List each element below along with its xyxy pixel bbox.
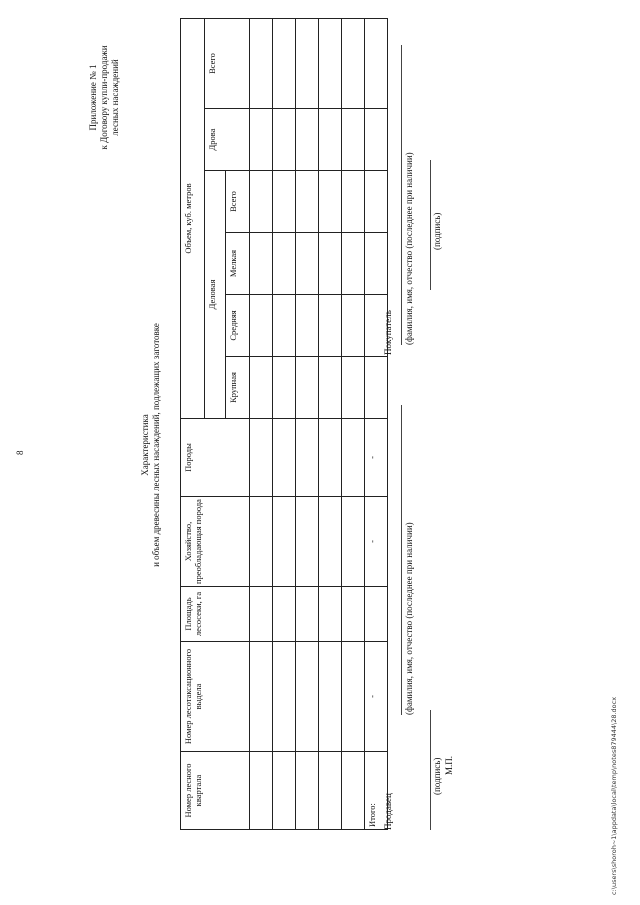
seller-signature-caption: (подпись) <box>432 757 442 795</box>
buyer-label: Покупатель <box>383 310 393 355</box>
appendix-line-3: лесных насаждений <box>110 59 120 136</box>
buyer-signature-caption: (подпись) <box>432 212 442 250</box>
total-label: Итого: <box>365 752 388 830</box>
header-small: Мелкая <box>226 233 250 295</box>
title-line-2: и объем древесины лесных насаждений, подлежащих заготовке <box>151 323 161 567</box>
appendix-line-1: Приложение № 1 <box>88 64 98 131</box>
buyer-name-caption: (фамилия, имя, отчество (последнее при наличии) <box>404 152 414 345</box>
total-species: - <box>365 419 388 497</box>
seller-name-caption: (фамилия, имя, отчество (последнее при наличии) <box>404 522 414 715</box>
header-volume: Объем, куб. метров <box>181 19 205 419</box>
file-path-footer: c:\users\shoroh~1\appdata\local\temp\notes879444\28.docx <box>610 696 618 895</box>
header-business: Деловая <box>205 171 226 419</box>
title-line-1: Характеристика <box>140 414 150 476</box>
seller-name-line <box>401 405 402 715</box>
table-row <box>273 19 296 830</box>
total-farm: - <box>365 497 388 587</box>
table-row <box>342 19 365 830</box>
seller-label: Продавец <box>383 793 393 830</box>
header-division: Номер лесотаксационного выдела <box>181 642 250 752</box>
timber-table <box>180 18 388 830</box>
total-division: - <box>365 642 388 752</box>
header-large: Крупная <box>226 357 250 419</box>
header-quarter: Номер лесного квартала <box>181 752 250 830</box>
table-row <box>319 19 342 830</box>
seller-signature-line <box>430 710 431 830</box>
document-title <box>140 185 162 705</box>
header-business-total: Всего <box>226 171 250 233</box>
appendix-reference <box>88 10 121 185</box>
header-medium: Средняя <box>226 295 250 357</box>
header-firewood: Дрова <box>205 109 250 171</box>
header-area: Площадь лесосеки, га <box>181 587 250 642</box>
header-species: Породы <box>181 419 250 497</box>
page-number: 8 <box>15 450 25 455</box>
total-row <box>365 19 388 830</box>
buyer-name-line <box>401 45 402 345</box>
header-total: Всего <box>205 19 250 109</box>
buyer-signature-line <box>430 160 431 290</box>
header-farm: Хозяйство, преобладающая порода <box>181 497 250 587</box>
appendix-line-2: к Договору купли-продажи <box>99 45 109 150</box>
stamp-label: М.П. <box>444 755 454 775</box>
table-row <box>296 19 319 830</box>
table-row <box>250 19 273 830</box>
